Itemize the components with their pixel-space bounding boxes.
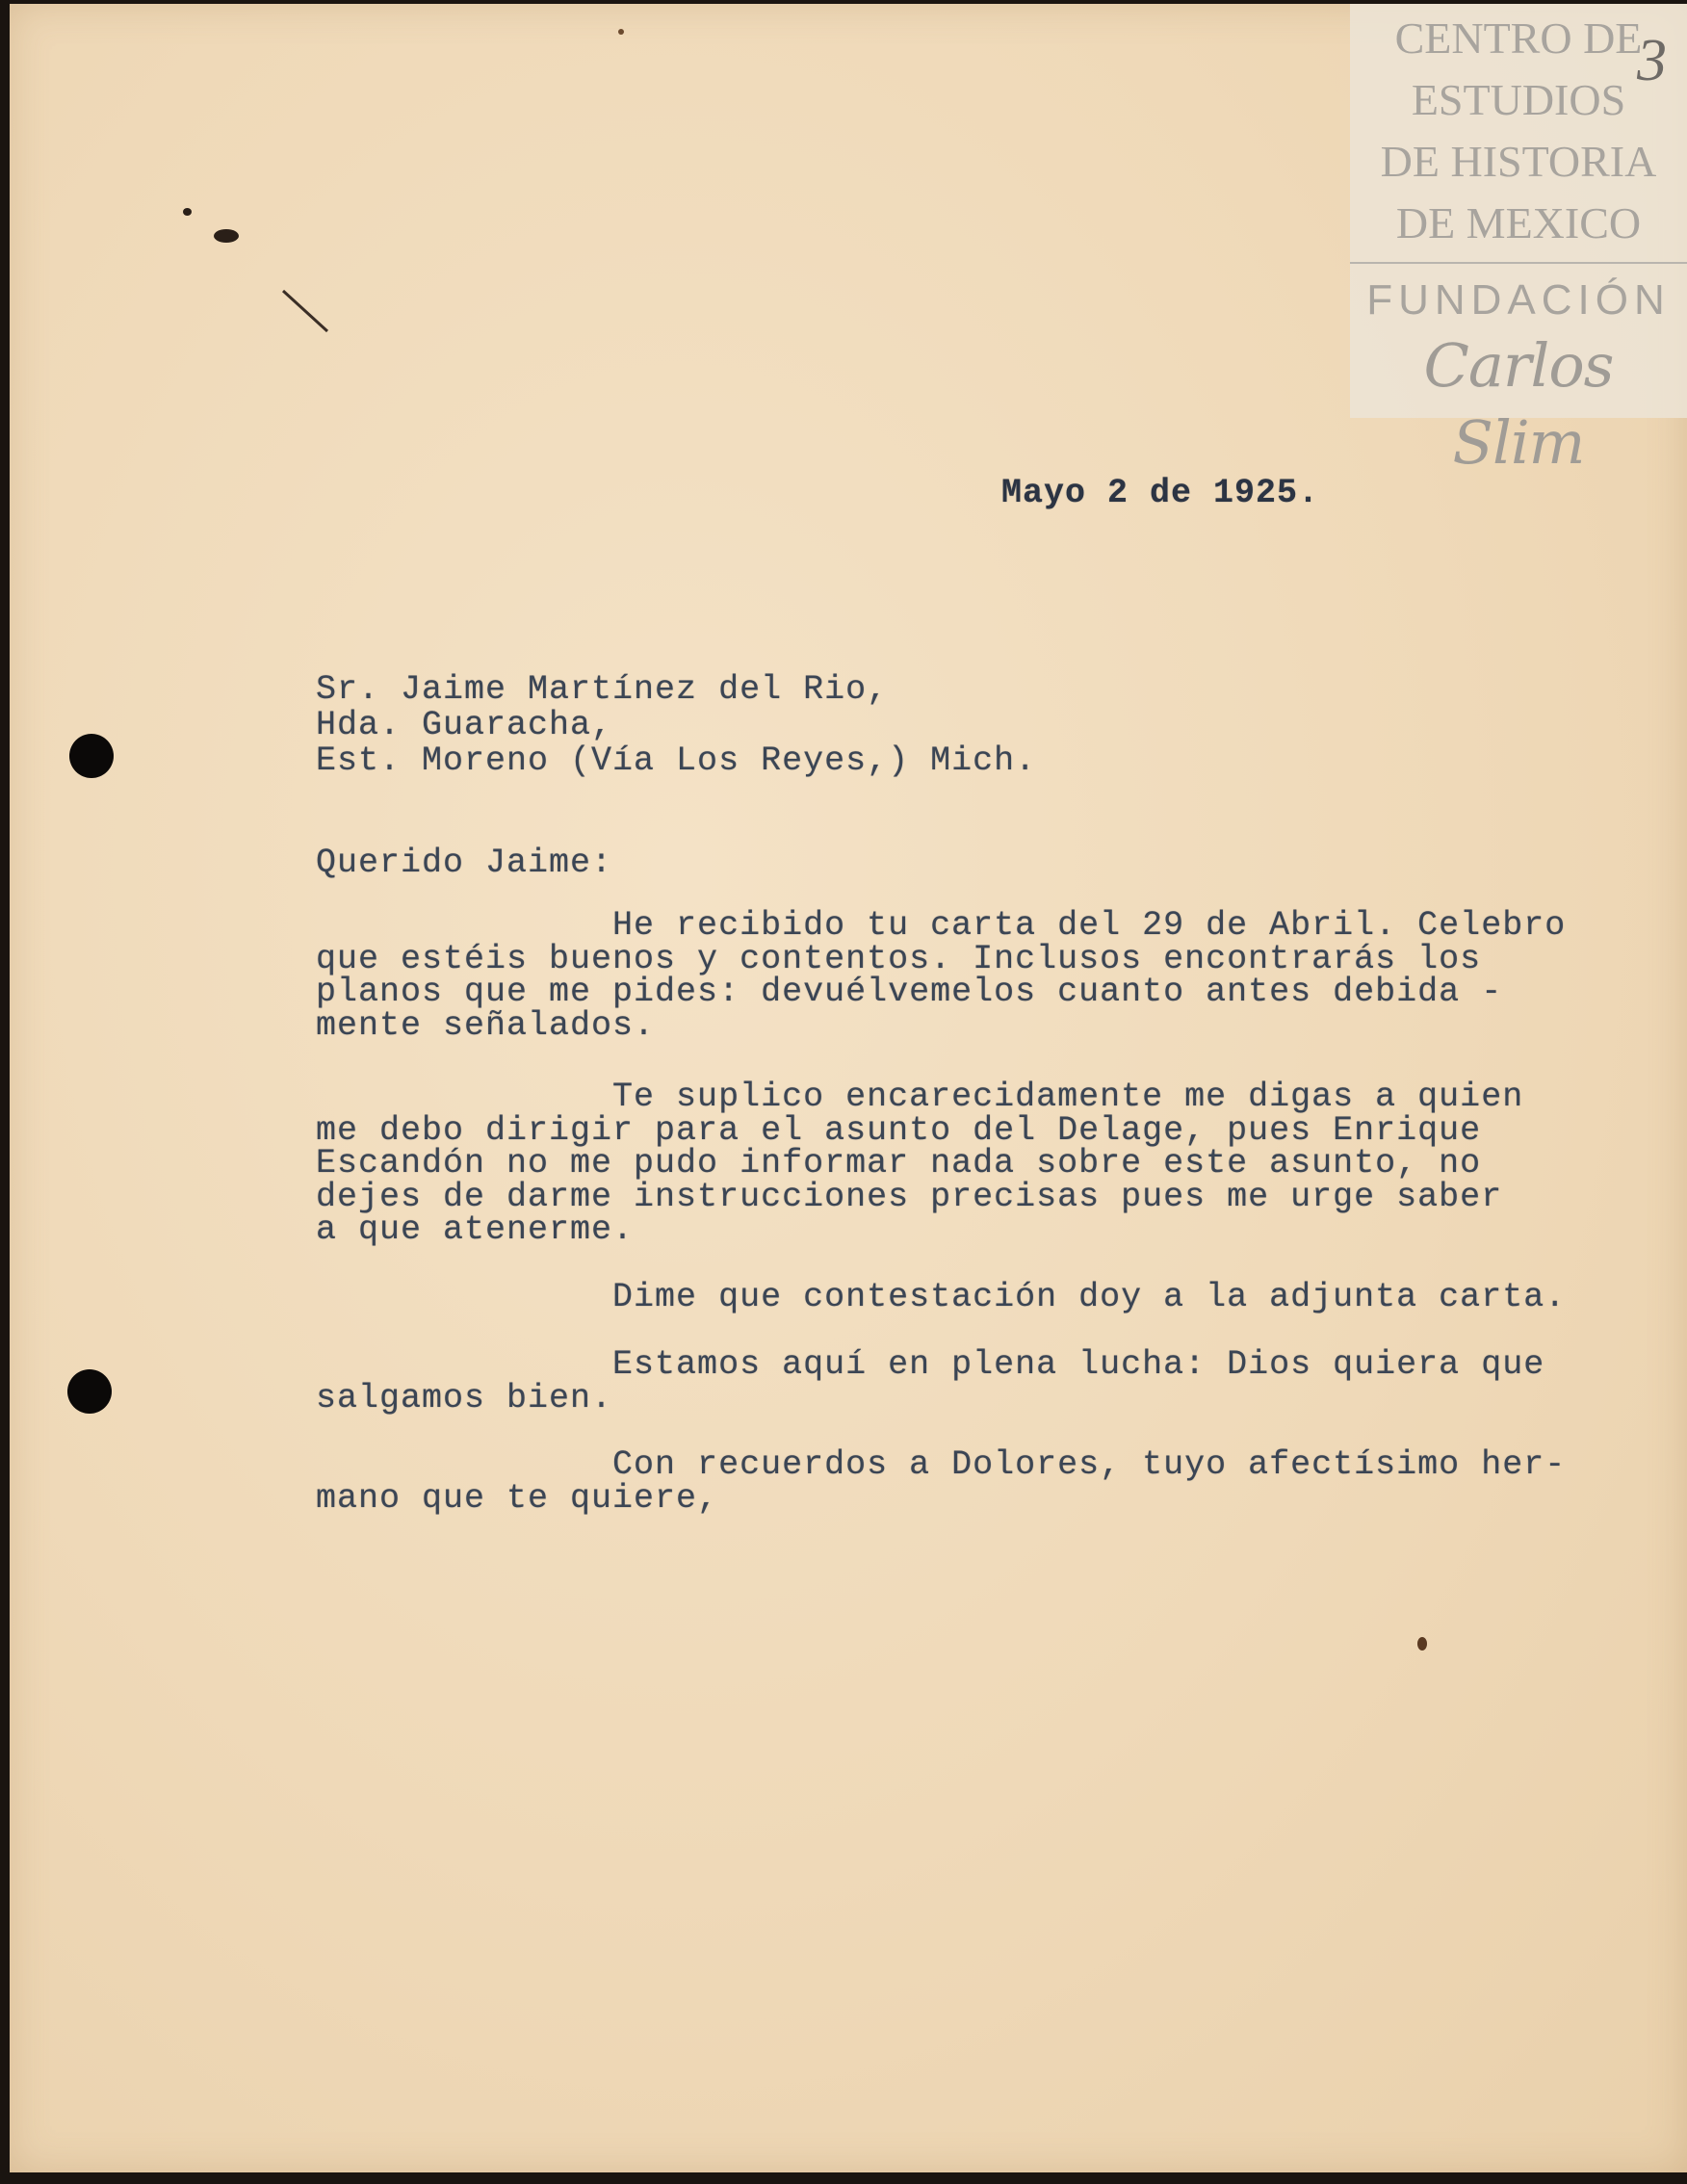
letter-page xyxy=(10,4,1687,2172)
folio-number: 3 xyxy=(1637,28,1667,93)
ink-stain xyxy=(214,229,239,243)
watermark-line: CENTRO DE xyxy=(1394,13,1643,63)
paragraph: Dime que contestación doy a la adjunta carta. xyxy=(316,1278,1567,1316)
punch-hole xyxy=(69,734,114,778)
watermark-foundation: FUNDACIÓN xyxy=(1366,276,1671,324)
closing: Con recuerdos a Dolores, tuyo afectísimo her- mano que te quiere, xyxy=(316,1445,1567,1518)
watermark-line: DE HISTORIA xyxy=(1380,137,1657,186)
recipient-hacienda: Hda. Guaracha, xyxy=(316,706,613,744)
paragraph: He recibido tu carta del 29 de Abril. Celebro que estéis buenos y contentos. Inclusos encontrarás los planos que me pides: devuélvemelos cuanto antes debida - mente señalados. xyxy=(316,906,1567,1045)
paragraph: Estamos aquí en plena lucha: Dios quiera que salgamos bien. xyxy=(316,1345,1545,1417)
watermark-line: DE MEXICO xyxy=(1395,198,1642,247)
watermark-divider xyxy=(1350,262,1687,264)
recipient-station: Est. Moreno (Vía Los Reyes,) Mich. xyxy=(316,741,1037,780)
pencil-mark xyxy=(279,283,337,341)
paragraph: Te suplico encarecidamente me digas a quien me debo dirigir para el asunto del Delage, pues Enrique Escandón no me pudo informar nada sobre este asunto, no dejes de darme instrucciones precisas pues me urge saber a que atenerme. xyxy=(316,1078,1524,1249)
paper-spot xyxy=(618,29,624,35)
watermark-line: ESTUDIOS xyxy=(1411,75,1626,124)
recipient-name: Sr. Jaime Martínez del Rio, xyxy=(316,670,889,709)
paper-spot xyxy=(1417,1637,1427,1651)
salutation: Querido Jaime: xyxy=(316,844,613,882)
watermark-signature-logo: Carlos Slim xyxy=(1423,330,1614,478)
letter-date: Mayo 2 de 1925. xyxy=(1001,474,1320,512)
punch-hole xyxy=(67,1369,112,1414)
ink-stain xyxy=(183,208,192,216)
